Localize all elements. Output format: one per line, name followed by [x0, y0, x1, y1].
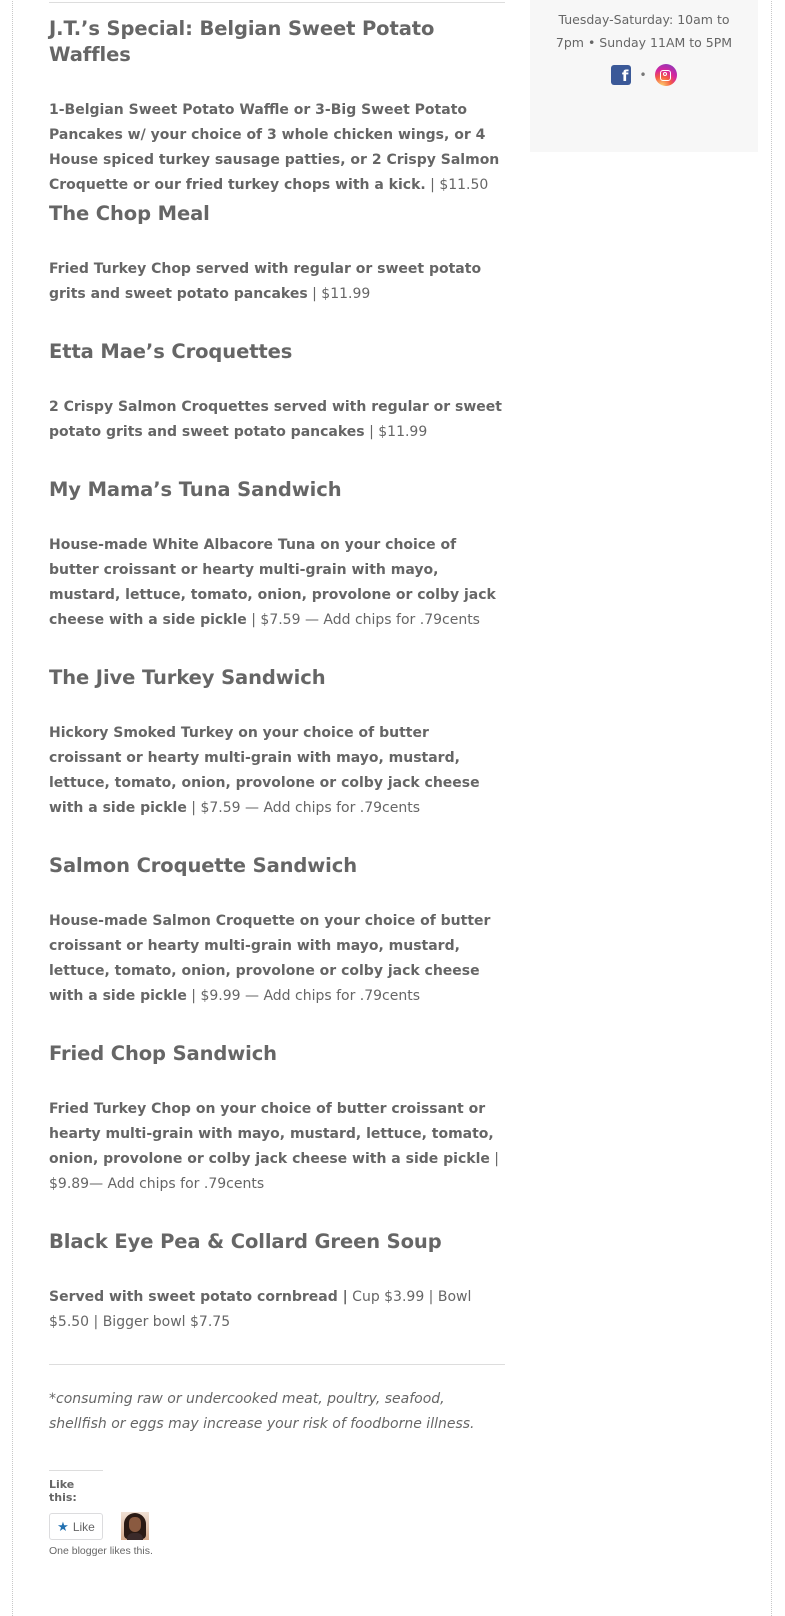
like-button[interactable]: [49, 1513, 103, 1540]
menu-item-title: Etta Mae’s Croquettes: [49, 340, 293, 363]
menu-item: [49, 339, 505, 445]
menu-item-description: Fried Turkey Chop on your choice of butter croissant or hearty multi-grain with mayo, mustard, lettuce, tomato, onion, provolone or colby jack cheese with a side pickle | $9.89— Add chips for .79cents: [49, 1101, 500, 1192]
instagram-icon[interactable]: [655, 64, 677, 86]
menu-item-title: The Chop Meal: [49, 202, 210, 225]
menu-item-description: Hickory Smoked Turkey on your choice of butter croissant or hearty multi-grain with mayo, mustard, lettuce, tomato, onion, provolone or colby jack cheese with a side pickle | $7.59 — Add chips for .79cents: [49, 725, 480, 816]
menu-item: [49, 853, 505, 1009]
menu-item-description: 1-Belgian Sweet Potato Waffle or 3-Big Sweet Potato Pancakes w/ your choice of 3 whole chicken wings, or 4 House spiced turkey sausage patties, or 2 Crispy Salmon Croquette or our fried turkey chops with a kick. | $11.50: [49, 102, 500, 193]
menu-item: [49, 201, 505, 307]
menu-item-title: The Jive Turkey Sandwich: [49, 666, 326, 689]
menu-item-description: House-made White Albacore Tuna on your choice of butter croissant or hearty multi-grain with mayo, mustard, lettuce, tomato, onion, provolone or colby jack cheese with a side pickle | $7.59 — Add chips for .79cents: [49, 537, 496, 628]
facebook-icon[interactable]: f: [611, 65, 631, 85]
menu-item-title: Salmon Croquette Sandwich: [49, 854, 358, 877]
separator: •: [639, 68, 647, 82]
food-safety-disclaimer: *consuming raw or undercooked meat, poultry, seafood, shellfish or eggs may increase your risk of foodborne illness.: [49, 1391, 475, 1432]
blogger-avatar[interactable]: [121, 1512, 149, 1540]
social-links: [530, 64, 758, 86]
hours-line: 7pm • Sunday 11AM to 5PM: [555, 35, 733, 50]
menu-item: [49, 1229, 505, 1335]
like-button-label: Like: [72, 1519, 95, 1534]
menu-item-description: Served with sweet potato cornbread | Cup $3.99 | Bowl $5.50 | Bigger bowl $7.75: [49, 1289, 472, 1330]
menu-item-description: 2 Crispy Salmon Croquettes served with regular or sweet potato grits and sweet potato pancakes | $11.99: [49, 399, 502, 440]
business-hours: [530, 8, 758, 54]
menu-item: [49, 16, 505, 198]
sidebar-widget: [530, 0, 758, 152]
hours-line: Tuesday-Saturday: 10am to: [558, 12, 730, 27]
content-divider: [49, 1364, 505, 1365]
star-icon: ★: [57, 1518, 69, 1534]
likes-count-note: One blogger likes this.: [49, 1545, 153, 1557]
menu-item: [49, 665, 505, 821]
top-divider: [49, 2, 505, 3]
likes-heading: Like this:: [49, 1470, 103, 1504]
menu-item-title: Fried Chop Sandwich: [49, 1042, 277, 1065]
menu-item: [49, 477, 505, 633]
menu-item-description: Fried Turkey Chop served with regular or sweet potato grits and sweet potato pancakes | $11.99: [49, 261, 482, 302]
menu-item-title: My Mama’s Tuna Sandwich: [49, 478, 342, 501]
menu-item-title: Black Eye Pea & Collard Green Soup: [49, 1230, 442, 1253]
menu-item-title: J.T.’s Special: Belgian Sweet Potato Waffles: [49, 17, 435, 66]
menu-item-description: House-made Salmon Croquette on your choice of butter croissant or hearty multi-grain with mayo, mustard, lettuce, tomato, onion, provolone or colby jack cheese with a side pickle | $9.99 — Add chips for .79cents: [49, 913, 491, 1004]
menu-item: [49, 1041, 505, 1197]
